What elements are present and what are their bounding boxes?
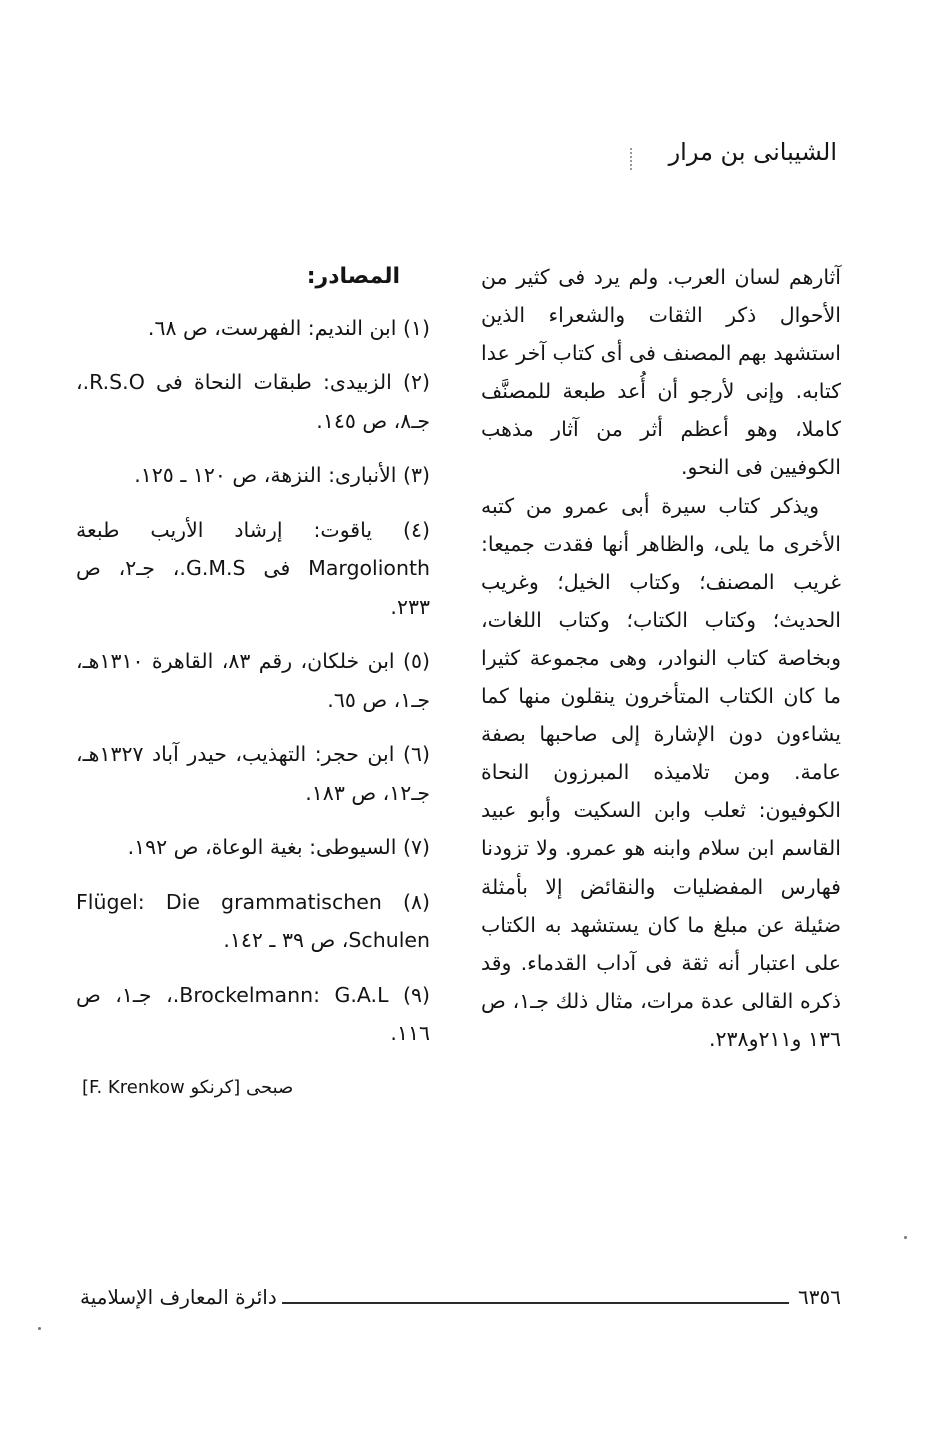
source-item: (٣) الأنبارى: النزهة، ص ١٢٠ ـ ١٢٥.	[134, 463, 430, 487]
article-author: صبحى [كرنكو F. Krenkow]	[82, 1076, 294, 1098]
source-item: (٨) Flügel: Die grammatischen Schulen، ص ٣٩ ـ ١٤٢.	[76, 889, 431, 952]
margin-mark	[630, 148, 640, 170]
source-item: (٦) ابن حجر: التهذيب، حيدر آباد ١٣٢٧هـ، جـ١٢، ص ١٨٣.	[76, 742, 430, 805]
page-footer	[70, 1285, 841, 1315]
footer-rule	[282, 1302, 789, 1304]
scan-speck	[904, 1236, 907, 1239]
running-header: الشيبانى بن مرار	[668, 138, 837, 166]
paragraph: ويذكر كتاب سيرة أبى عمرو من كتبه الأخرى ما يلى، والظاهر أنها فقدت جميعا: غريب المصنف؛ وكتاب الخيل؛ وغريب الحديث؛ وكتاب الكتاب؛ وكتاب اللغات، وبخاصة كتاب النوادر، وهى مجموعة كثيرا ما كان الكتاب المتأخرون ينقلون منها كما يشاءون دون الإشارة إلى صاحبها بصفة عامة. ومن تلاميذه المبرزون النحاة الكوفيون: ثعلب وابن السكيت وأبو عبيد القاسم ابن سلام وابنه هو عمرو. ولا تزودنا فهارس المفضليات والنقائض إلا بأمثلة ضئيلة عن مبلغ ما كان يستشهد به الكتاب على اعتبار أنه ثقة فى آداب القدماء. وقد ذكره القالى عدة مرات، مثال ذلك جـ١، ص ١٣٦ و٢١١و٢٣٨.	[481, 493, 841, 1051]
sources-heading: المصادر:	[306, 264, 400, 289]
source-item: (٢) الزبيدى: طبقات النحاة فى R.S.O.، جـ٨، ص ١٤٥.	[76, 370, 430, 433]
paragraph: آثارهم لسان العرب. ولم يرد فى كثير من الأحوال ذكر الثقات والشعراء الذين استشهد بهم المصنف فى أى كتاب آخر عدا كتابه. وإنى لأرجو أن أُعد طبعة للمصنَّف كاملا، وهو أعظم أثر من آثار مذهب الكوفيين فى النحو.	[481, 265, 841, 480]
source-item: (٧) السيوطى: بغية الوعاة، ص ١٩٢.	[127, 835, 430, 859]
source-item: (٤) ياقوت: إرشاد الأريب طبعة Margolionth فى G.M.S.، جـ٢، ص ٢٣٣.	[76, 517, 431, 619]
page-number: ٦٣٥٦	[798, 1285, 841, 1309]
source-item: (٥) ابن خلكان، رقم ٨٣، القاهرة ١٣١٠هـ، جـ١، ص ٦٥.	[76, 649, 431, 712]
source-item: (١) ابن النديم: الفهرست، ص ٦٨.	[147, 315, 430, 340]
source-item: (٩) Brockelmann: G.A.L.، جـ١، ص ١١٦.	[76, 982, 431, 1045]
scan-speck	[38, 1327, 41, 1330]
sources-column	[76, 258, 430, 1107]
main-text-column	[481, 258, 841, 1058]
publication-title: دائرة المعارف الإسلامية	[80, 1285, 277, 1309]
